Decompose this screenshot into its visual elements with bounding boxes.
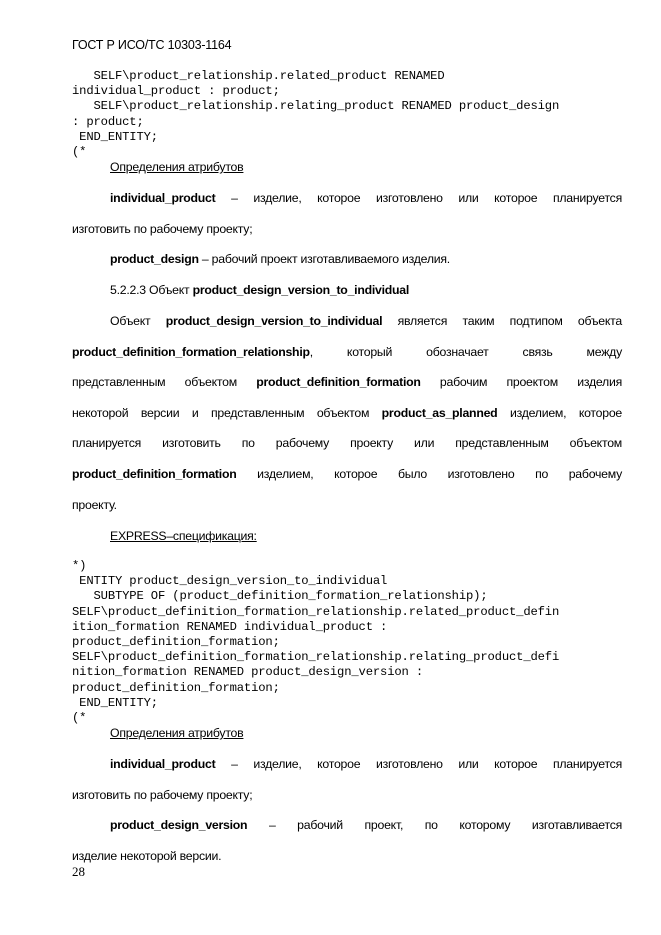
text: является таким подтипом объекта	[382, 314, 622, 328]
express-code-block-1: SELF\product_relationship.related_product RENAMED individual_product : product; SELF\product_relationship.relating_product RENAMED product_design : product; END_ENTITY; (*	[72, 69, 560, 160]
attr-def-individual-product-1-cont: изготовить по рабочему проекту;	[72, 222, 253, 236]
entity-name: product_definition_formation	[256, 375, 421, 389]
entity-name: product_as_planned	[381, 406, 498, 420]
express-specification-heading: EXPRESS–спецификация:	[110, 529, 257, 543]
definition-text: – изделие, которое изготовлено или которое планируется	[215, 191, 622, 205]
attr-def-product-design-version-cont: изделие некоторой версии.	[72, 849, 222, 863]
section-entity-name: product_design_version_to_individual	[192, 283, 410, 297]
para-line-1	[110, 314, 622, 328]
attr-def-individual-product-1	[110, 191, 622, 205]
attribute-definitions-heading-1: Определения атрибутов	[110, 160, 244, 174]
entity-name: product_definition_formation_relationship	[72, 345, 310, 359]
attr-def-individual-product-2-cont: изготовить по рабочему проекту;	[72, 788, 253, 802]
para-line-2	[72, 345, 622, 359]
attribute-definitions-heading-2: Определения атрибутов	[110, 726, 244, 740]
para-line-7: проекту.	[72, 498, 117, 512]
para-line-4	[72, 406, 622, 420]
text: рабочим проектом изделия	[420, 375, 623, 389]
attr-def-individual-product-2	[110, 757, 622, 771]
term-product-design: product_design	[110, 252, 199, 266]
section-number: 5.2.2.3 Объект	[110, 283, 193, 297]
section-heading	[110, 283, 660, 297]
para-line-6	[72, 467, 622, 481]
entity-name: product_design_version_to_individual	[165, 314, 383, 328]
definition-text: – рабочий проект изготавливаемого изделия.	[198, 252, 450, 266]
term-individual-product: individual_product	[110, 191, 216, 205]
attr-def-product-design	[110, 252, 660, 266]
attr-def-product-design-version	[110, 818, 622, 832]
definition-text: – рабочий проект, по которому изготавливается	[247, 818, 622, 832]
document-header: ГОСТ Р ИСО/ТС 10303-1164	[72, 38, 232, 52]
entity-name: product_definition_formation	[72, 467, 237, 481]
express-code-block-2: *) ENTITY product_design_version_to_individual SUBTYPE OF (product_definition_formation_relationship); SELF\product_definition_formation_relationship.related_product_defin ition_formation RENAMED individual_product : product_definition_formation; SELF\product_definition_formation_relationship.relating_product_defi nition_formation RENAMED product_design_version : product_definition_formation; END_ENTITY; (*	[72, 559, 560, 726]
definition-text: – изделие, которое изготовлено или которое планируется	[215, 757, 622, 771]
page-number: 28	[72, 864, 85, 879]
text: Объект	[110, 314, 166, 328]
term-product-design-version: product_design_version	[110, 818, 248, 832]
term-individual-product: individual_product	[110, 757, 216, 771]
para-line-5: планируется изготовить по рабочему проекту или представленным объектом	[72, 436, 622, 450]
para-line-3	[72, 375, 622, 389]
text: , который обозначает связь между	[309, 345, 622, 359]
text: изделием, которое было изготовлено по рабочему	[236, 467, 622, 481]
text: изделием, которое	[497, 406, 622, 420]
text: представленным объектом	[72, 375, 257, 389]
text: некоторой версии и представленным объектом	[72, 406, 382, 420]
